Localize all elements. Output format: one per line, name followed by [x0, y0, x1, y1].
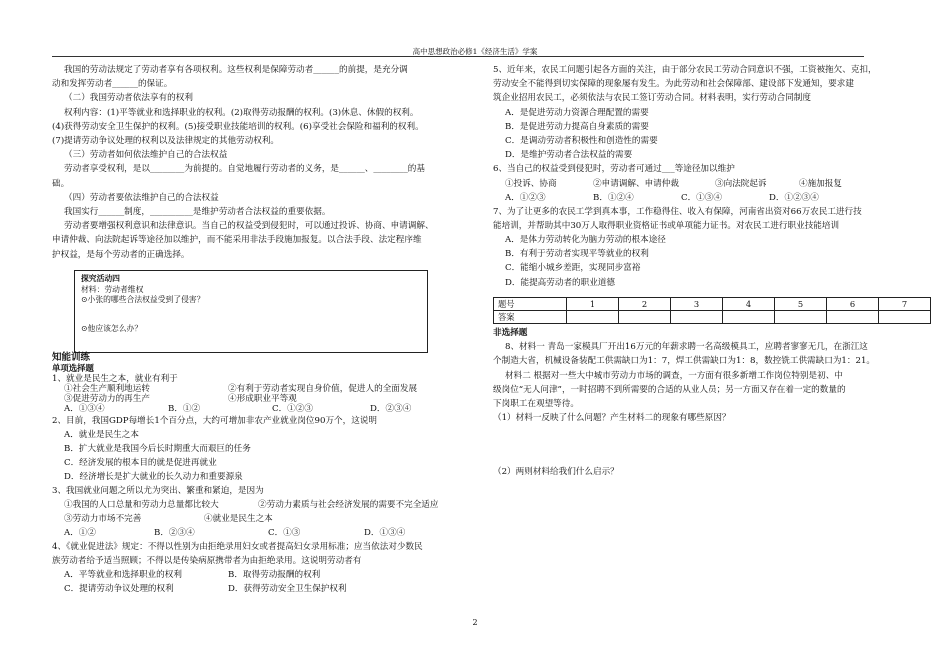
- q2-option-b: B．扩大就业是我国今后长时期重大而艰巨的任务: [64, 444, 251, 454]
- q8-subquestion-2: （2）两则材料给我们什么启示？: [493, 467, 619, 477]
- q8-subquestion-1: （1）材料一反映了什么问题？产生材料二的现象有哪些原因？: [493, 413, 731, 424]
- question-number: 2: [619, 298, 671, 311]
- q3-option-4: ④就业是民生之本: [204, 514, 273, 524]
- q3-choice-b: B．②③④: [154, 528, 195, 538]
- q8-material-1-line-1: 8、材料一 青岛一家模具厂开出16万元的年薪求聘一名高级模具工，应聘者寥寥无几，在浙江这: [505, 342, 868, 353]
- section-2-title: （二）我国劳动者依法享有的权利: [64, 93, 193, 104]
- q5-stem-line-3: 筑企业招用农民工，必须依法与农民工签订劳动合同。材料表明，实行劳动合同制度: [493, 93, 811, 104]
- section-2-line-3: (7)提请劳动争议处理的权利以及法律规定的其他劳动权利。: [52, 136, 280, 147]
- q5-option-c: C．是调动劳动者积极性和创造性的需要: [505, 136, 658, 147]
- question-number: 5: [775, 298, 827, 311]
- answer-cell[interactable]: [827, 311, 879, 324]
- q4-option-a: A．平等就业和选择职业的权利: [64, 570, 182, 580]
- nonchoice-title: 非选择题: [493, 328, 528, 338]
- q2-option-d: D．经济增长是扩大就业的长久动力和重要源泉: [64, 472, 243, 482]
- q5-option-d: D．是维护劳动者合法权益的需要: [505, 150, 633, 161]
- activity-question-2: ⊙他应该怎么办？: [81, 323, 143, 333]
- table-header-label: 题号: [494, 298, 567, 311]
- q6-choice-b: B．①②④: [593, 192, 634, 203]
- q3-option-1: ①我国的人口总量和劳动力总量都比较大: [64, 500, 219, 510]
- q1-option-3: ③促进劳动力的再生产: [64, 394, 150, 404]
- answer-cell[interactable]: [567, 311, 619, 324]
- q1-choice-a: A．①③④: [64, 404, 105, 414]
- q3-choice-a: A．①②: [64, 528, 96, 538]
- section-2-line-2: (4)获得劳动安全卫生保护的权利。(5)接受职业技能培训的权利。(6)享受社会保险和福利的权利。: [52, 121, 424, 132]
- question-number: 1: [567, 298, 619, 311]
- q2-option-c: C．经济发展的根本目的就是促进再就业: [64, 458, 217, 468]
- table-answer-label: 答案: [494, 311, 567, 324]
- q1-option-1: ①社会生产顺利地运转: [64, 384, 150, 394]
- q7-option-d: D．能提高劳动者的职业道德: [505, 277, 616, 288]
- single-choice-title: 单项选择题: [52, 363, 94, 373]
- question-number: 4: [723, 298, 775, 311]
- q8-material-2-line-1: 材料二 根据对一些大中城市劳动力市场的调查，一方面有很多新增工作岗位特别是初、中: [505, 370, 843, 381]
- q1-stem: 1、就业是民生之本，就业有利于: [52, 374, 178, 384]
- section-2-line-1: 权利内容：(1)平等就业和选择职业的权利。(2)取得劳动报酬的权利。(3)休息、休假的权利。: [64, 107, 419, 118]
- q7-option-c: C．能缩小城乡差距，实现同步富裕: [505, 263, 641, 274]
- page-header: 高中思想政治必修1《经济生活》学案: [412, 47, 538, 56]
- q8-material-2-line-2: 级岗位“无人问津”，一时招聘不到所需要的合适的从业人员；另一方面又存在着一定的数量的: [493, 384, 846, 395]
- answer-cell[interactable]: [775, 311, 827, 324]
- q1-option-2: ②有利于劳动者实现自身价值，促进人的全面发展: [228, 384, 418, 394]
- q7-option-a: A．是体力劳动转化为脑力劳动的根本途径: [505, 235, 666, 246]
- section-3-line-1: 劳动者享受权利，是以________为前提的。自觉地履行劳动者的义务，是______、________的基: [64, 164, 425, 175]
- section-3-title: （三）劳动者如何依法维护自己的合法权益: [64, 150, 228, 161]
- section-4-line-2: 劳动者要增强权利意识和法律意识。当自己的权益受到侵犯时，可以通过投诉、协商、申请调解、: [64, 221, 434, 232]
- q8-subquestion-2-block: [493, 465, 619, 479]
- q1-choice-c: C．①②③: [272, 404, 313, 414]
- q4-stem-line-2: 族劳动者给予适当照顾；不得以是传染病原携带者为由拒绝录用。这说明劳动者有: [52, 556, 362, 566]
- page-number: 2: [472, 618, 478, 627]
- q8-material-1-line-2: 个制造大省，机械设备装配工供需缺口为1：7，焊工供需缺口为1：8，数控铣工供需缺口为1：21。: [493, 356, 876, 367]
- q3-choice-c: C．①③: [268, 528, 301, 538]
- q5-stem-line-1: 5、近年来，农民工问题引起各方面的关注，由于部分农民工劳动合同意识不强，工资被拖欠、克扣，: [493, 65, 877, 75]
- answer-cell[interactable]: [671, 311, 723, 324]
- answer-table-answer-row: [494, 311, 931, 324]
- intro-line-2: 动和发挥劳动者______的保证。: [52, 79, 173, 90]
- q5-option-a: A．是促进劳动力资源合理配置的需要: [505, 107, 649, 118]
- q7-stem-line-1: 7、为了让更多的农民工学到真本事，工作稳得住、收入有保障，河南省出资对66万农民工进行技: [493, 206, 862, 217]
- q1-choice-b: B．①②: [168, 404, 201, 414]
- q6-choice-d: D．①②③④: [769, 192, 819, 203]
- q6-stem: 6、当自己的权益受到侵犯时，劳动者可通过___等途径加以维护: [493, 164, 735, 175]
- header-rule: [52, 56, 864, 57]
- nonchoice-section: [493, 326, 875, 425]
- question-number: 6: [827, 298, 879, 311]
- q7-option-b: B．有利于劳动者实现平等就业的权利: [505, 249, 649, 260]
- q1-choice-d: D．②③④: [370, 404, 412, 414]
- q3-option-3: ③劳动力市场不完善: [64, 514, 142, 524]
- practice-title: 知能训练: [52, 352, 91, 363]
- section-4-line-4: 护权益，是每个劳动者的正确选择。: [52, 249, 190, 260]
- q6-option-1: ①投诉、协商: [505, 178, 557, 189]
- q5-stem-line-2: 劳动安全不能得到切实保障的现象屡有发生。为此劳动和社会保障部、建设部下发通知，要求建: [493, 79, 854, 90]
- activity-box: [74, 270, 428, 353]
- q3-choice-d: D．①③④: [364, 528, 406, 538]
- q4-option-b: B．取得劳动报酬的权利: [228, 570, 321, 580]
- q4-option-d: D．获得劳动安全卫生保护权利: [228, 584, 347, 594]
- answer-table-number-row: [494, 298, 931, 311]
- answer-cell[interactable]: [619, 311, 671, 324]
- question-number: 3: [671, 298, 723, 311]
- q8-material-2-line-3: 下岗职工在观望等待。: [493, 399, 579, 410]
- section-4-title: （四）劳动者要依法维护自己的合法权益: [64, 192, 219, 203]
- answer-cell[interactable]: [723, 311, 775, 324]
- q6-option-3: ③向法院起诉: [715, 178, 767, 189]
- q7-stem-line-2: 能培训，并帮助其中30万人取得职业资格证书或单项能力证书。对农民工进行职业技能培训: [493, 220, 840, 231]
- section-4-line-1: 我国实行______制度，__________是维护劳动者合法权益的重要依据。: [64, 207, 331, 218]
- q4-stem-line-1: 4、《就业促进法》规定：不得以性别为由拒绝录用妇女或者提高妇女录用标准；应当依法对少数民: [52, 542, 423, 552]
- practice-section: [52, 352, 439, 596]
- section-3-line-2: 础。: [52, 178, 70, 189]
- section-4-line-3: 申请仲裁、向法院起诉等途径加以维护，而不能采用非法手段施加报复。以合法手段、法定程序维: [52, 235, 422, 246]
- answer-table: [493, 297, 931, 324]
- q6-option-2: ②申请调解、申请仲裁: [593, 178, 679, 189]
- right-column: [493, 63, 877, 290]
- q4-option-c: C．提请劳动争议处理的权利: [64, 584, 174, 594]
- left-column: [52, 63, 434, 262]
- q1-option-4: ④形成职业平等观: [228, 394, 297, 404]
- q6-choice-a: A．①②③: [505, 192, 546, 203]
- question-number: 7: [879, 298, 931, 311]
- q5-option-b: B．是促进劳动力提高自身素质的需要: [505, 121, 649, 132]
- q6-choice-c: C．①③④: [681, 192, 722, 203]
- q3-option-2: ②劳动力素质与社会经济发展的需要不完全适应: [258, 500, 439, 510]
- q2-stem: 2、目前，我国GDP每增长1个百分点，大约可增加非农产业就业岗位90万个，这说明: [52, 416, 378, 426]
- activity-title: 探究活动四: [81, 274, 120, 283]
- answer-cell[interactable]: [879, 311, 931, 324]
- q6-option-4: ④施加报复: [799, 178, 842, 189]
- q2-option-a: A．就业是民生之本: [64, 430, 139, 440]
- intro-line-1: 我国的劳动法规定了劳动者享有各项权利。这些权利是保障劳动者______的前提，是充分调: [64, 65, 408, 75]
- activity-question-1: ⊙小张的哪些合法权益受到了侵害？: [81, 295, 205, 304]
- q3-stem: 3、我国就业问题之所以尤为突出、繁重和紧迫，是因为: [52, 486, 264, 496]
- activity-material: 材料：劳动者维权: [81, 284, 144, 294]
